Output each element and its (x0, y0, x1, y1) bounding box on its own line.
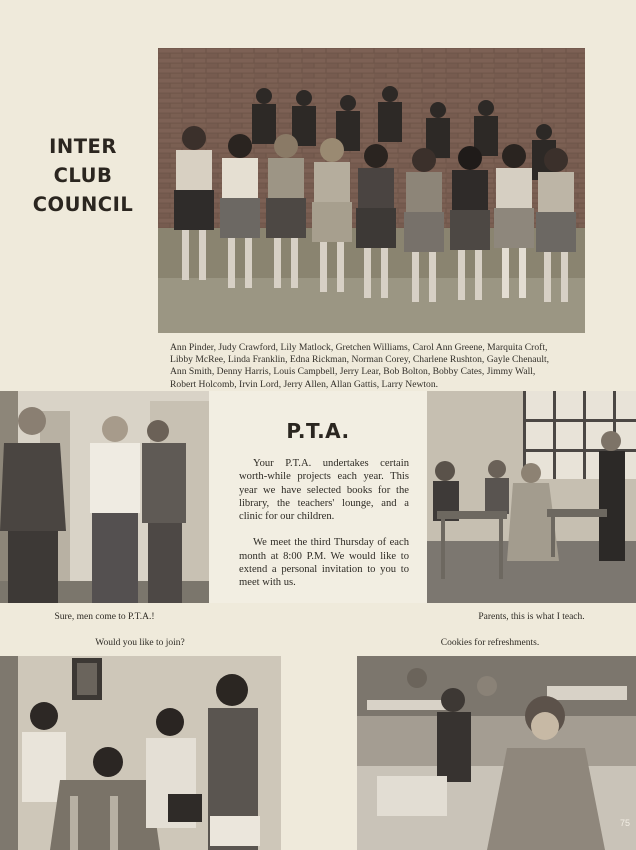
council-title-line-3: COUNCIL (32, 193, 134, 216)
council-names-line-1: Ann Pinder, Judy Crawford, Lily Matlock, Gretchen Williams, Carol Ann Greene, Marquita Croft, (170, 342, 548, 353)
pta-text-panel (209, 391, 427, 603)
council-group-photo (158, 48, 585, 333)
council-names-line-3: Ann Smith, Denny Harris, Louis Campbell, Jerry Lear, Bob Bolton, Bobby Cates, Jimmy Wall, (170, 366, 536, 378)
pta-paragraph-2: We meet the third Thursday of each month at 8:00 P.M. We would like to extend a personal invitation to you to meet with us. (239, 537, 409, 589)
pta-body (239, 457, 409, 603)
caption-cookies: Cookies for refreshments. (440, 638, 540, 648)
council-title-line-2: CLUB (53, 164, 113, 187)
classroom-parents-photo (427, 391, 636, 603)
council-names-line-2: Libby McRee, Linda Franklin, Edna Rickman, Norman Corey, Charlene Rushton, Gayle Chenault, (170, 354, 550, 366)
pta-paragraph-1: Your P.T.A. undertakes certain worth-while projects each year. This year we have selected books for the library, the teachers' lounge, and a clinic for our children. (239, 458, 409, 523)
council-names-line-4: Robert Holcomb, Irvin Lord, Jerry Allen, Allan Gattis, Larry Newton. (170, 378, 439, 390)
caption-men: Sure, men come to P.T.A.! (54, 612, 155, 622)
council-names-caption (170, 342, 590, 391)
caption-join: Would you like to join? (95, 638, 185, 648)
council-title (20, 132, 146, 219)
cookies-photo (357, 656, 636, 850)
caption-teach: Parents, this is what I teach. (478, 612, 585, 622)
men-at-pta-photo (0, 391, 209, 603)
join-photo (0, 656, 281, 850)
pta-title: P.T.A. (286, 419, 350, 443)
council-title-line-1: INTER (49, 135, 117, 158)
page-number: 75 (619, 818, 630, 828)
